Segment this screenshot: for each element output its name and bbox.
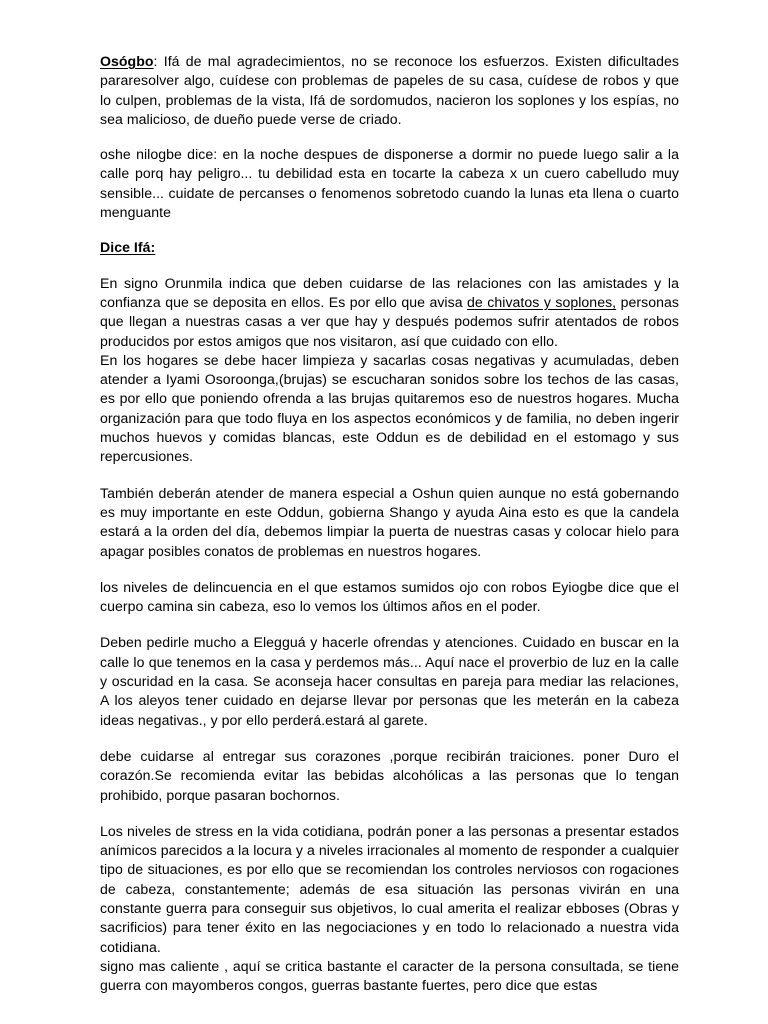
paragraph-hogares: En los hogares se debe hacer limpieza y sacarlas cosas negativas y acumuladas, deben atender a Iyami Osoroonga,(brujas) se escucharan sonidos sobre los techos de las casas, es por ello que poniendo ofrenda a las brujas quitaremos eso de nuestros hogares. Mucha organización para que todo fluya en los aspectos económicos y de familia, no deben ingerir muchos huevos y comidas blancas, este Oddun es de debilidad en el estomago y sus repercusiones.	[100, 351, 679, 465]
paragraph-stress: Los niveles de stress en la vida cotidiana, podrán poner a las personas a presentar estados anímicos parecidos a la locura y a niveles irracionales al momento de responder a cualquier tipo de situaciones, es por ello que se recomiendan los controles nerviosos con rogaciones de cabeza, constantemente; además de esa situación las personas vivirán en una constante guerra para conseguir sus objetivos, lo cual amerita el realizar ebboses (Obras y sacrificios) para tener éxito en las negociaciones y en todo lo relacionado a nuestra vida cotidiana.	[100, 822, 679, 955]
chivatos-link[interactable]: de chivatos y soplones,	[467, 293, 617, 310]
paragraph-osogbo	[100, 52, 679, 129]
paragraph-oshe-nilogbe: oshe nilogbe dice: en la noche despues de disponerse a dormir no puede luego salir a la calle porq hay peligro... tu debilidad esta en tocarte la cabeza x un cuero cabelludo muy sensible... cuidate de percanses o fenomenos sobretodo cuando la lunas eta llena o cuarto menguante	[100, 146, 679, 221]
orunmila-text-before: En signo Orunmila indica que deben cuidarse de las relaciones con las amistades y la confianza que se deposita en ellos. Es por ello que avisa	[100, 274, 679, 310]
paragraph-oshun: También deberán atender de manera especial a Oshun quien aunque no está gobernando es muy importante en este Oddun, gobierna Shango y ayuda Aina esto es que la candela estará a la orden del día, debemos limpiar la puerta de nuestras casas y colocar hielo para apagar posibles conatos de problemas en nuestros hogares.	[100, 484, 679, 559]
heading-text: Dice Ifá:	[100, 239, 156, 256]
heading-dice-ifa	[100, 238, 679, 257]
paragraph-delincuencia: los niveles de delincuencia en el que estamos sumidos ojo con robos Eyiogbe dice que el cuerpo camina sin cabeza, eso lo vemos los últimos años en el poder.	[100, 578, 679, 615]
osogbo-text: : Ifá de mal agradecimientos, no se reconoce los esfuerzos. Existen dificultades pararesolver algo, cuídese con problemas de papeles de su casa, cuídese de robos y que lo culpen, problemas de la vista, Ifá de sordomudos, nacieron los soplones y los espías, no sea malicioso, de dueño puede verse de criado.	[100, 53, 679, 127]
paragraph-corazones: debe cuidarse al entregar sus corazones ,porque recibirán traiciones. poner Duro el corazón.Se recomienda evitar las bebidas alcohólicas a las personas que lo tengan prohibido, porque pasaran bochornos.	[100, 747, 679, 803]
orunmila-text-after: personas que llegan a nuestras casas a ver que hay y después podemos sufrir atentados de robos producidos por estos amigos que nos visitaron, así que cuidado con ello.	[100, 293, 679, 349]
paragraph-orunmila	[100, 274, 679, 351]
term-osogbo: Osógbo	[100, 53, 154, 69]
paragraph-eleggua: Deben pedirle mucho a Elegguá y hacerle ofrendas y atenciones. Cuidado en buscar en la calle lo que tenemos en la casa y perdemos más... Aquí nace el proverbio de luz en la calle y oscuridad en la casa. Se aconseja hacer consultas en pareja para mediar las relaciones, A los aleyos tener cuidado en dejarse llevar por personas que les meterán en la cabeza ideas negativas., y por ello perderá.estará al garete.	[100, 634, 679, 728]
paragraph-signo-caliente: signo mas caliente , aquí se critica bastante el caracter de la persona consultada, se tiene guerra con mayomberos congos, guerras bastante fuertes, pero dice que estas	[100, 957, 679, 994]
